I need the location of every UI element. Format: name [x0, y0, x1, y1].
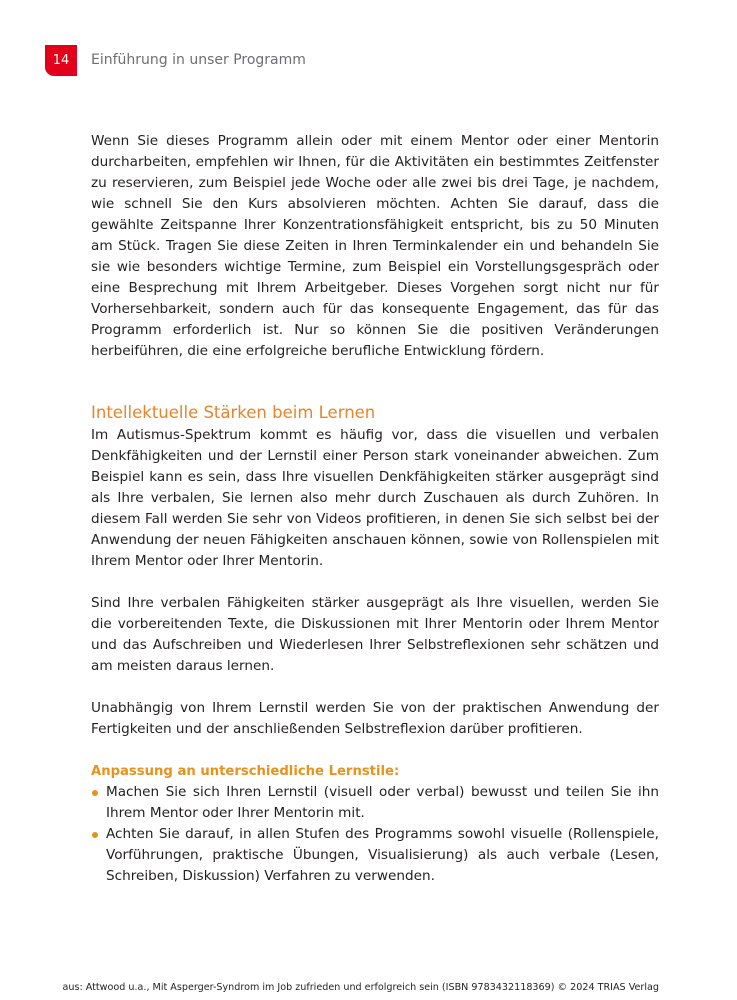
- section-heading: Intellektuelle Stärken beim Lernen: [91, 403, 376, 422]
- bullet-dot-icon: [92, 832, 98, 838]
- section-paragraph-2: Sind Ihre verbalen Fähigkeiten stärker ausgeprägt als Ihre visuellen, werden Sie die vorbereitenden Texte, die Diskussionen mit Ihrer Mentorin oder Ihrem Mentor und das Aufschreiben und Wiederlesen Ihrer Selbstreflexionen sehr schätzen und am meisten daraus lernen.: [91, 595, 659, 674]
- page-number-badge: [45, 45, 77, 76]
- page-number: 14: [52, 53, 70, 68]
- list-item: [91, 824, 659, 887]
- running-header-title: Einführung in unser Programm: [91, 52, 306, 68]
- section-paragraph-1: Im Autismus-Spektrum kommt es häufig vor, dass die visuellen und verbalen Denkfähigkeiten und der Lernstil einer Person stark voneinander abweichen. Zum Beispiel kann es sein, dass Ihre visuellen Denkfähigkeiten stärker ausgeprägt sind als Ihre verbalen, Sie lernen also mehr durch Zuschauen als durch Zuhören. In diesem Fall werden Sie sehr von Videos profitieren, in denen Sie sich selbst bei der Anwendung der neuen Fähigkeiten anschauen können, sowie von Rollenspielen mit Ihrem Mentor oder Ihrer Mentorin.: [91, 427, 659, 569]
- section-paragraph-3: Unabhängig von Ihrem Lernstil werden Sie von der praktischen Anwendung der Fertigkeiten und der anschließenden Selbstreflexion darüber profitieren.: [91, 700, 659, 737]
- intro-paragraph: Wenn Sie dieses Programm allein oder mit einem Mentor oder einer Mentorin durcharbeiten, empfehlen wir Ihnen, für die Aktivitäten ein bestimmtes Zeitfenster zu reservieren, zum Beispiel jede Woche oder alle zwei bis drei Tage, je nachdem, wie schnell Sie den Kurs absolvieren möchten. Achten Sie darauf, dass die gewählte Zeitspanne Ihrer Konzentrationsfähigkeit entspricht, bis zu 50 Minuten am Stück. Tragen Sie diese Zeiten in Ihren Terminkalender ein und behandeln Sie sie wie besonders wichtige Termine, zum Beispiel ein Vorstellungsgespräch oder eine Besprechung mit Ihrem Arbeitgeber. Dieses Vorgehen sorgt nicht nur für Vorhersehbarkeit, sondern auch für das konsequente Engagement, das für das Programm erforderlich ist. Nur so können Sie die positiven Veränderungen herbeiführen, die eine erfolgreiche berufliche Entwicklung fördern.: [91, 133, 659, 359]
- page-body: [91, 131, 659, 887]
- footer-citation: aus: Attwood u.a., Mit Asperger-Syndrom im Job zufrieden und erfolgreich sein (ISBN 9783432118369) © 2024 TRIAS Verlag: [62, 982, 659, 993]
- list-item-text: Achten Sie darauf, in allen Stufen des Programms sowohl visuelle (Rollenspiele, Vorführungen, praktische Übungen, Visualisierung) als auch verbale (Lesen, Schreiben, Diskussion) Verfahren zu verwenden.: [106, 826, 659, 884]
- list-item: [91, 782, 659, 824]
- learning-styles-list: [91, 782, 659, 887]
- learning-styles-subheading: Anpassung an unterschiedliche Lernstile:: [91, 764, 400, 779]
- bullet-dot-icon: [92, 790, 98, 796]
- list-item-text: Machen Sie sich Ihren Lernstil (visuell oder verbal) bewusst und teilen Sie ihn Ihrem Mentor oder Ihrer Mentorin mit.: [106, 784, 659, 821]
